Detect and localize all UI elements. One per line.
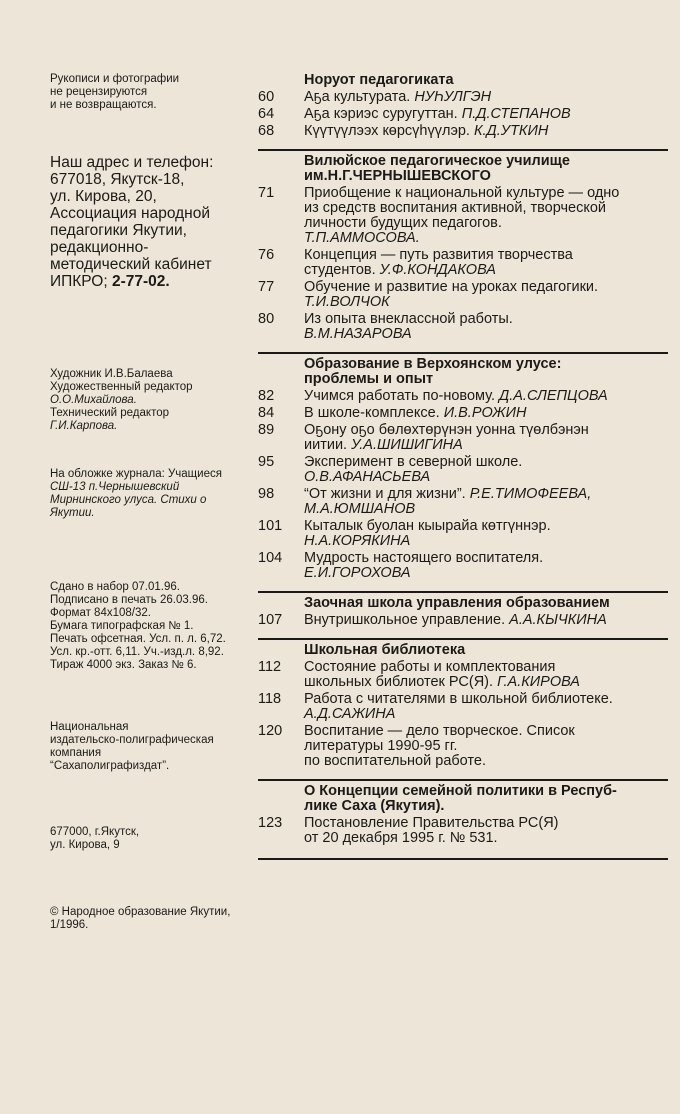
entry-author: Р.Е.ТИМОФЕЕВА, xyxy=(469,486,592,502)
entry-line xyxy=(304,107,668,122)
address-ipkro: ИПКРО; xyxy=(50,273,108,290)
section-title-line: Школьная библиотека xyxy=(304,642,466,658)
copyright-line: © Народное образование Якутии, xyxy=(50,906,231,918)
entry-text xyxy=(304,186,668,246)
page-number: 123 xyxy=(258,815,283,831)
entry-title: по воспитательной работе. xyxy=(304,753,487,769)
entry-text xyxy=(304,423,668,453)
entry-line xyxy=(304,248,668,263)
page-number: 95 xyxy=(258,454,275,470)
page-number: 118 xyxy=(258,691,282,707)
toc-section xyxy=(258,149,668,342)
entry-title: Постановление Правительства РС(Я) xyxy=(304,815,559,831)
page-number: 80 xyxy=(258,311,275,327)
toc-section xyxy=(258,70,668,139)
entry-line xyxy=(304,312,668,327)
entry-author: М.А.ЮМШАНОВ xyxy=(304,501,416,517)
entry-line xyxy=(304,831,668,846)
entry-title: личности будущих педагогов. xyxy=(304,215,502,231)
entry-title: студентов. xyxy=(304,262,380,278)
page-number: 98 xyxy=(258,486,275,502)
entry-title: “От жизни и для жизни”. xyxy=(304,486,470,502)
address-line: 677018, Якутск-18, xyxy=(50,171,185,188)
entry-title: Работа с читателями в школьной библиотеке. xyxy=(304,691,613,707)
entry-title: школьных библиотек РС(Я). xyxy=(304,674,498,690)
entry-text xyxy=(304,312,668,342)
section-title-line: лике Саха (Якутия). xyxy=(304,798,445,814)
entry-line xyxy=(304,707,668,722)
entry-title: Воспитание — дело творческое. Список xyxy=(304,723,575,739)
entry-line xyxy=(304,660,668,675)
page-number: 89 xyxy=(258,422,275,438)
entry-line xyxy=(304,438,668,453)
entry-title: Аҕа кэриэс суругуттан. xyxy=(304,106,462,122)
page-number: 84 xyxy=(258,405,275,421)
entry-line xyxy=(304,487,668,502)
address-line: методический кабинет xyxy=(50,256,212,273)
print-line: Формат 84x108/32. xyxy=(50,607,151,619)
staff-line: О.О.Михайлова. xyxy=(50,394,137,406)
entry-author: О.В.АФАНАСЬЕВА xyxy=(304,469,431,485)
print-line: Бумага типографская № 1. xyxy=(50,620,194,632)
entry-author: У.Ф.КОНДАКОВА xyxy=(379,262,496,278)
entry-line xyxy=(304,90,668,105)
address-line: ул. Кирова, 20, xyxy=(50,188,157,205)
toc-entry xyxy=(258,186,668,246)
entry-line xyxy=(304,263,668,278)
entry-text xyxy=(304,389,668,404)
entry-line xyxy=(304,124,668,139)
entry-author: У.А.ШИШИГИНА xyxy=(351,437,463,453)
entry-line xyxy=(304,201,668,216)
entry-line xyxy=(304,534,668,549)
address-line: педагогики Якутии, xyxy=(50,222,187,239)
toc-entry xyxy=(258,280,668,310)
toc-entry xyxy=(258,613,668,628)
entry-text xyxy=(304,519,668,549)
entry-line xyxy=(304,280,668,295)
entry-author: П.Д.СТЕПАНОВ xyxy=(461,106,571,122)
entry-title: Мудрость настоящего воспитателя. xyxy=(304,550,544,566)
toc-entry xyxy=(258,124,668,139)
page-number: 60 xyxy=(258,89,275,105)
entry-title: иитии. xyxy=(304,437,352,453)
entry-text xyxy=(304,724,668,769)
entry-line xyxy=(304,389,668,404)
section-title xyxy=(258,70,668,88)
entry-author: А.Д.САЖИНА xyxy=(304,706,396,722)
entry-title: Аҕа культурата. xyxy=(304,89,415,105)
entry-line xyxy=(304,551,668,566)
entry-line xyxy=(304,455,668,470)
section-title xyxy=(258,781,668,814)
manuscripts-line: и не возвращаются. xyxy=(50,99,157,111)
address-line: Ассоциация народной xyxy=(50,205,210,222)
entry-title: Состояние работы и комплектования xyxy=(304,659,556,675)
entry-title: от 20 декабря 1995 г. № 531. xyxy=(304,830,498,846)
entry-title: Обучение и развитие на уроках педагогики. xyxy=(304,279,599,295)
page-number: 107 xyxy=(258,612,283,628)
entry-line xyxy=(304,327,668,342)
page-number: 71 xyxy=(258,185,275,201)
entry-line xyxy=(304,816,668,831)
entry-author: Т.П.АММОСОВА. xyxy=(304,230,420,246)
entry-text xyxy=(304,487,668,517)
page-number: 76 xyxy=(258,247,275,263)
entry-author: А.А.КЫЧКИНА xyxy=(509,612,607,628)
entry-author: И.В.РОЖИН xyxy=(443,405,527,421)
section-title xyxy=(258,354,668,387)
entry-text xyxy=(304,248,668,278)
toc-section xyxy=(258,352,668,581)
entry-line xyxy=(304,566,668,581)
entry-title: из средств воспитания активной, творческой xyxy=(304,200,607,216)
staff-line: Технический редактор xyxy=(50,407,169,419)
entry-title: Концепция — путь развития творчества xyxy=(304,247,573,263)
staff-line: Художественный редактор xyxy=(50,381,193,393)
address-line: Наш адрес и телефон: xyxy=(50,154,214,171)
entry-text xyxy=(304,613,668,628)
entry-text xyxy=(304,107,668,122)
entry-title: литературы 1990-95 гг. xyxy=(304,738,458,754)
entry-title: Эксперимент в северной школе. xyxy=(304,454,523,470)
entry-author: К.Д.УТКИН xyxy=(473,123,549,139)
entry-title: Из опыта внеклассной работы. xyxy=(304,311,513,327)
entry-text xyxy=(304,692,668,722)
section-title xyxy=(258,151,668,184)
publisher-address-line: 677000, г.Якутск, xyxy=(50,826,140,838)
section-title-line: Вилюйское педагогическое училище xyxy=(304,153,570,169)
publisher-block xyxy=(50,721,290,773)
entry-line xyxy=(304,692,668,707)
cover-line: Мирнинского улуса. Стихи о xyxy=(50,494,207,506)
toc-entry xyxy=(258,423,668,453)
address-line: редакционно- xyxy=(50,239,149,256)
section-title-line: Образование в Верхоянском улусе: xyxy=(304,356,562,372)
page-number: 120 xyxy=(258,723,283,739)
entry-line xyxy=(304,613,668,628)
toc-entry xyxy=(258,406,668,421)
print-line: Сдано в набор 07.01.96. xyxy=(50,581,180,593)
toc-entry xyxy=(258,692,668,722)
publisher-line: издательско-полиграфическая xyxy=(50,734,214,746)
entry-author: Е.И.ГОРОХОВА xyxy=(304,565,411,581)
staff-line: Г.И.Карпова. xyxy=(50,420,118,432)
table-of-contents xyxy=(258,70,668,860)
entry-line xyxy=(304,231,668,246)
print-line: Тираж 4000 экз. Заказ № 6. xyxy=(50,659,197,671)
toc-entry xyxy=(258,487,668,517)
entry-line xyxy=(304,754,668,769)
page-number: 101 xyxy=(258,518,283,534)
toc-entry xyxy=(258,519,668,549)
staff-line: Художник И.В.Балаева xyxy=(50,368,173,380)
print-line: Печать офсетная. Усл. п. л. 6,72. xyxy=(50,633,226,645)
page-number: 68 xyxy=(258,123,275,139)
entry-line xyxy=(304,423,668,438)
publisher-address xyxy=(50,826,290,852)
toc-entry xyxy=(258,551,668,581)
entry-author: Н.А.КОРЯКИНА xyxy=(304,533,411,549)
toc-entry xyxy=(258,660,668,690)
toc-section xyxy=(258,779,668,846)
toc-entry xyxy=(258,455,668,485)
entry-title: Оҕону оҕо бөлөхтөрүнэн уонна түөлбэнэн xyxy=(304,422,589,438)
section-title xyxy=(258,640,668,658)
entry-text xyxy=(304,124,668,139)
publisher-line: “Сахаполиграфиздат”. xyxy=(50,760,170,772)
cover-line: СШ-13 п.Чернышевский xyxy=(50,481,180,493)
entry-text xyxy=(304,406,668,421)
publisher-line: компания xyxy=(50,747,102,759)
entry-line xyxy=(304,519,668,534)
address-line-last xyxy=(50,273,290,290)
phone-number: 2-77-02. xyxy=(111,273,170,290)
toc-entry xyxy=(258,107,668,122)
toc-entry xyxy=(258,248,668,278)
entry-line xyxy=(304,186,668,201)
page-number: 104 xyxy=(258,550,283,566)
entry-text xyxy=(304,660,668,690)
entry-title: Кыталык буолан кыырайа көтгүннэр. xyxy=(304,518,551,534)
entry-author: Г.А.КИРОВА xyxy=(497,674,580,690)
manuscripts-line: Рукописи и фотографии xyxy=(50,73,180,85)
entry-author: В.М.НАЗАРОВА xyxy=(304,326,412,342)
entry-text xyxy=(304,455,668,485)
page-number: 64 xyxy=(258,106,275,122)
entry-line xyxy=(304,216,668,231)
cover-note xyxy=(50,468,290,520)
toc-section xyxy=(258,591,668,628)
copyright-line: 1/1996. xyxy=(50,919,89,931)
entry-text xyxy=(304,280,668,310)
entry-line xyxy=(304,406,668,421)
closing-rule xyxy=(258,858,668,860)
toc-section xyxy=(258,638,668,769)
entry-author: Д.А.СЛЕПЦОВА xyxy=(499,388,608,404)
toc-entry xyxy=(258,90,668,105)
section-title-line: им.Н.Г.ЧЕРНЫШЕВСКОГО xyxy=(304,168,491,184)
manuscripts-line: не рецензируются xyxy=(50,86,148,98)
toc-entry xyxy=(258,724,668,769)
entry-text xyxy=(304,816,668,846)
entry-line xyxy=(304,724,668,739)
entry-title: Учимся работать по-новому. xyxy=(304,388,499,404)
print-details xyxy=(50,581,290,672)
cover-line: Якутии. xyxy=(50,507,95,519)
toc-entry xyxy=(258,312,668,342)
section-title-line: Норуот педагогиката xyxy=(304,72,454,88)
entry-text xyxy=(304,551,668,581)
entry-title: В школе-комплексе. xyxy=(304,405,444,421)
page-number: 112 xyxy=(258,659,282,675)
toc-entry xyxy=(258,389,668,404)
manuscripts-note xyxy=(50,73,290,112)
entry-author: НУҺУЛГЭН xyxy=(414,89,492,105)
entry-text xyxy=(304,90,668,105)
print-line: Усл. кр.-отт. 6,11. Уч.-изд.л. 8,92. xyxy=(50,646,224,658)
page-number: 82 xyxy=(258,388,275,404)
cover-line: На обложке журнала: Учащиеся xyxy=(50,468,222,480)
entry-line xyxy=(304,502,668,517)
entry-line xyxy=(304,470,668,485)
entry-title: Внутришкольное управление. xyxy=(304,612,510,628)
copyright-notice xyxy=(50,906,290,932)
staff-credits xyxy=(50,368,290,433)
publisher-address-line: ул. Кирова, 9 xyxy=(50,839,120,851)
toc-entry xyxy=(258,816,668,846)
entry-line xyxy=(304,739,668,754)
section-title-line: О Концепции семейной политики в Респуб- xyxy=(304,783,617,799)
publisher-line: Национальная xyxy=(50,721,129,733)
entry-line xyxy=(304,675,668,690)
entry-line xyxy=(304,295,668,310)
address-block xyxy=(50,154,290,290)
entry-author: Т.И.ВОЛЧОК xyxy=(304,294,390,310)
print-line: Подписано в печать 26.03.96. xyxy=(50,594,208,606)
section-title xyxy=(258,593,668,611)
entry-title: Приобщение к национальной культуре — одно xyxy=(304,185,620,201)
page-number: 77 xyxy=(258,279,275,295)
entry-title: Күүтүүлээх көрсүһүүлэр. xyxy=(304,123,474,139)
section-title-line: Заочная школа управления образованием xyxy=(304,595,610,611)
section-title-line: проблемы и опыт xyxy=(304,371,434,387)
